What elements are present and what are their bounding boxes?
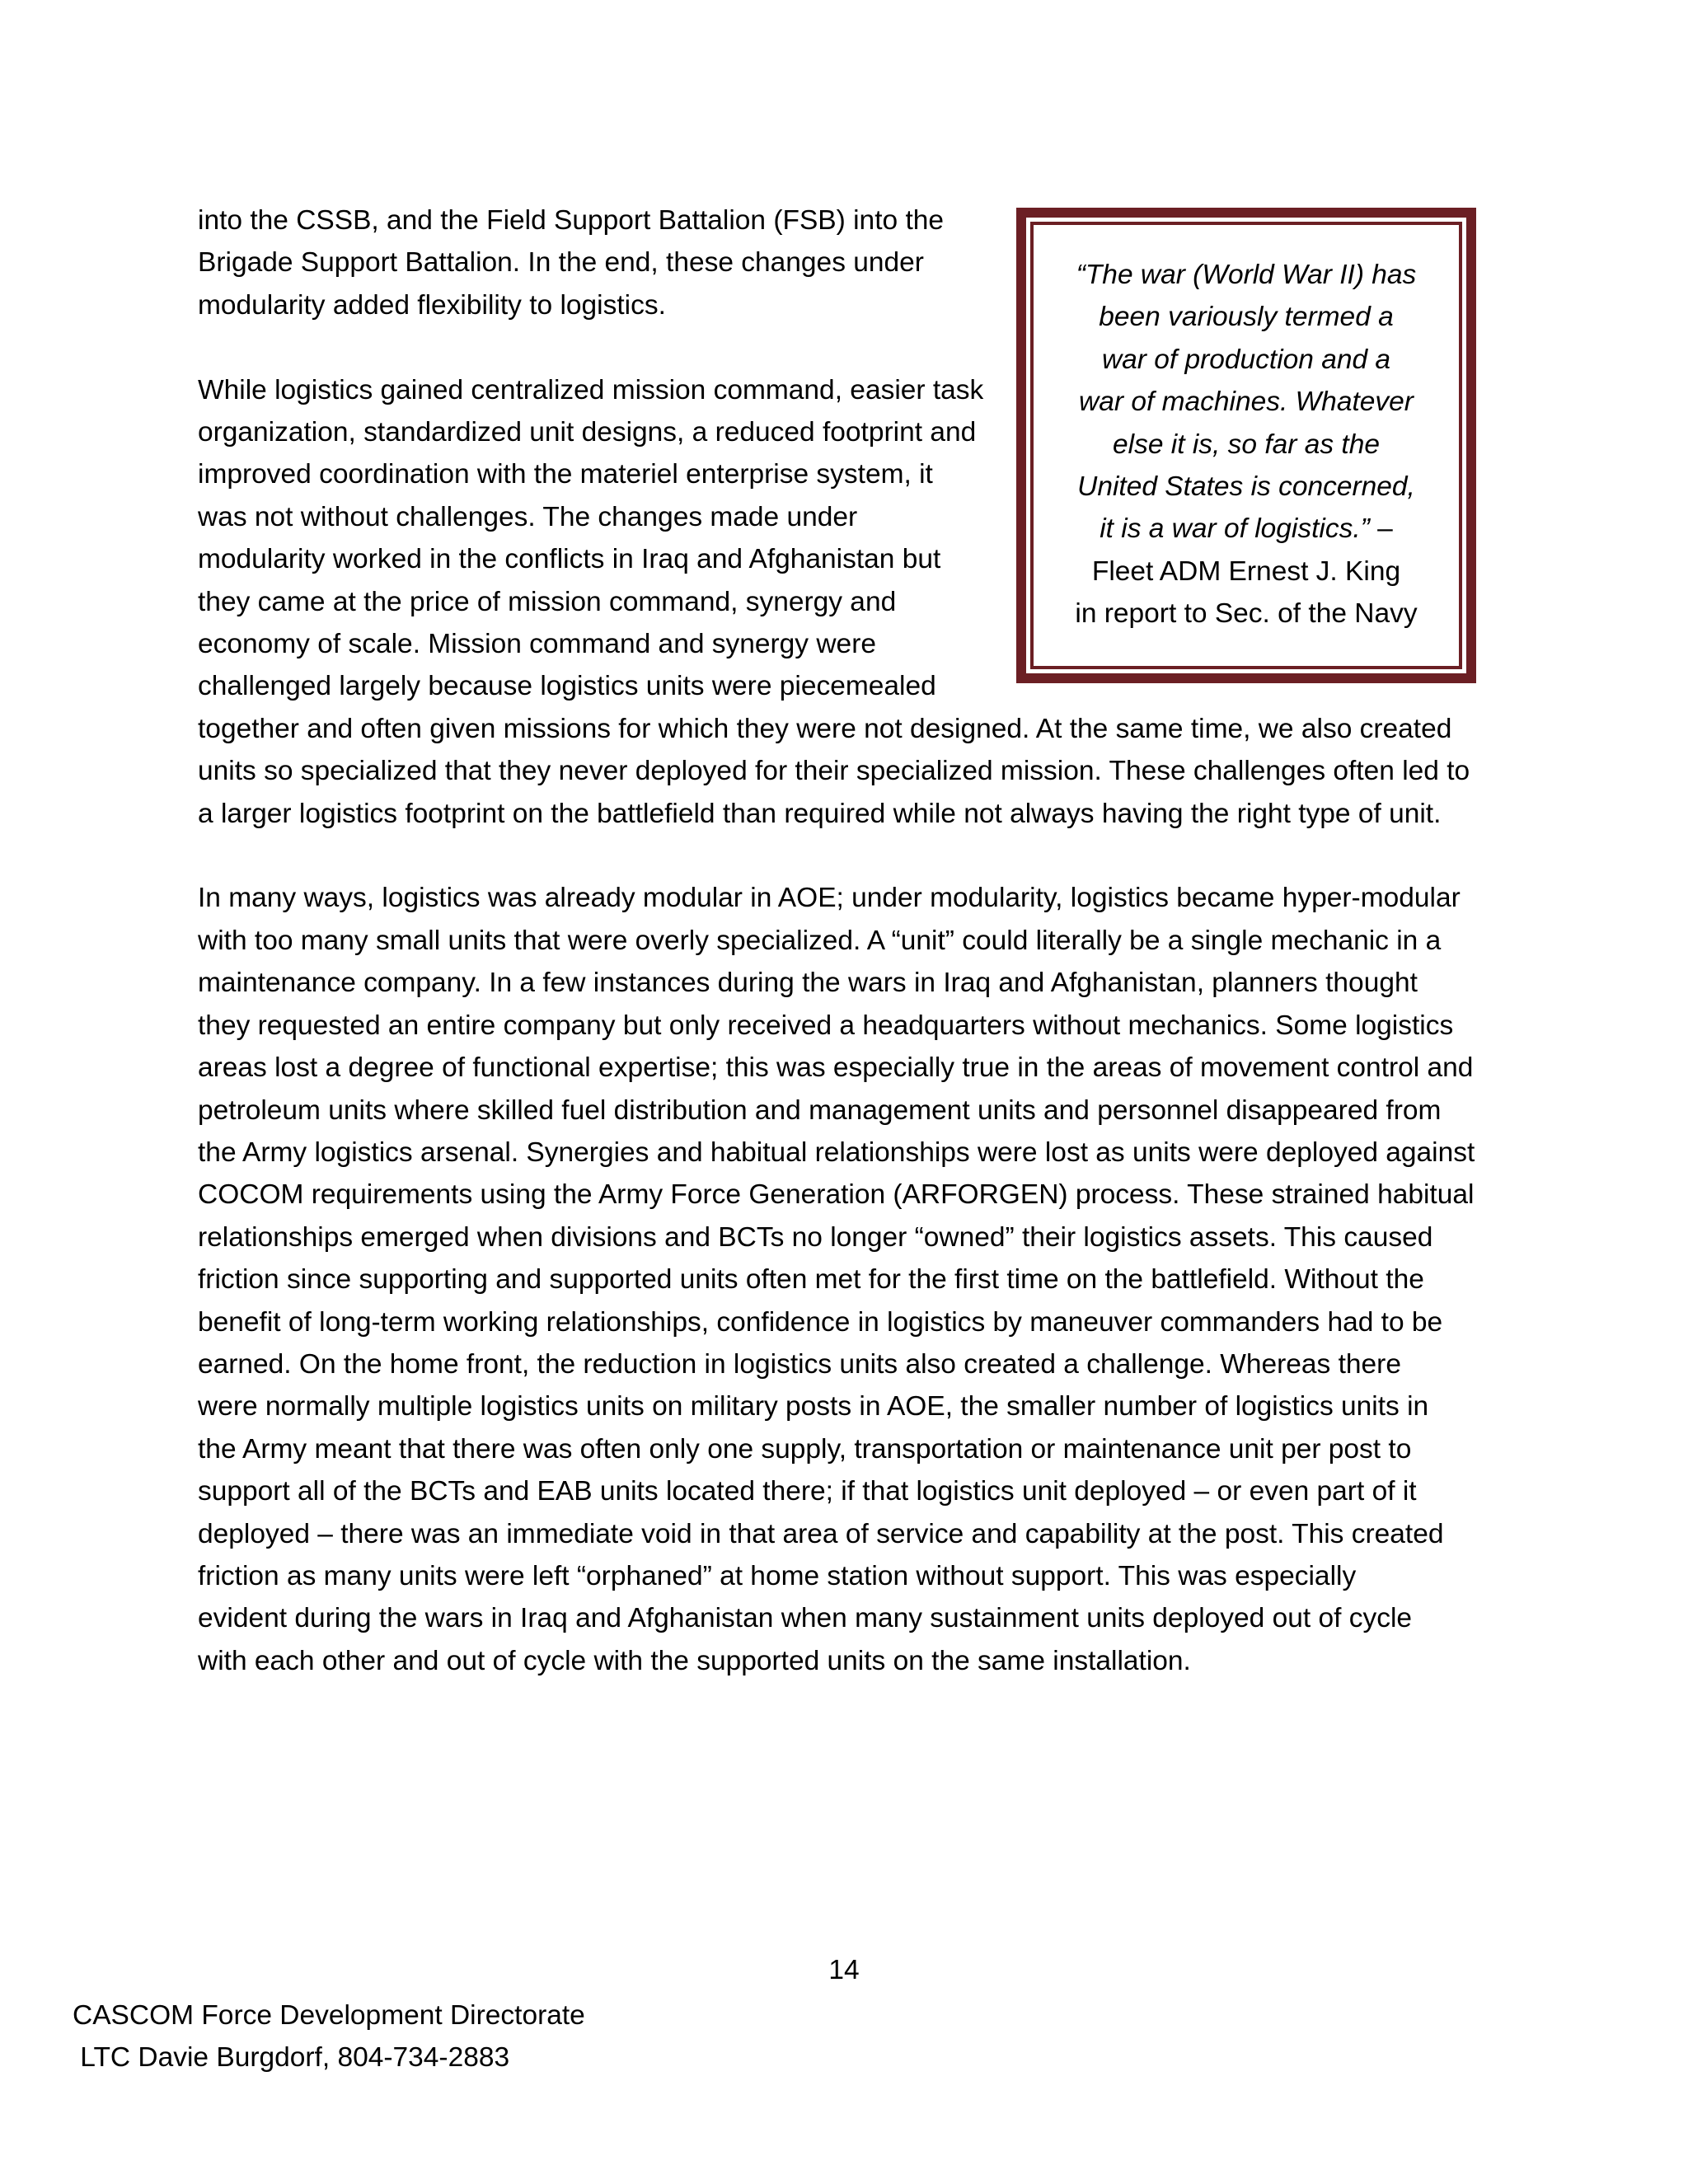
- body-line: with too many small units that were overly specialized. A “unit” could literally be a single mechanic in a: [198, 925, 1442, 956]
- body-line: evident during the wars in Iraq and Afghanistan when many sustainment units deployed out of cycle: [198, 1603, 1413, 1634]
- body-line: maintenance company. In a few instances during the wars in Iraq and Afghanistan, planners thought: [198, 968, 1418, 999]
- footer-organization: CASCOM Force Development Directorate: [73, 2000, 585, 2031]
- quote-attribution-name: Fleet ADM Ernest J. King: [1091, 555, 1401, 587]
- quote-content: [1038, 229, 1455, 662]
- body-line: was not without challenges. The changes made under: [198, 501, 858, 532]
- body-line: together and often given missions for which they were not designed. At the same time, we also created: [198, 713, 1452, 744]
- body-line: improved coordination with the materiel enterprise system, it: [198, 459, 933, 490]
- body-line: support all of the BCTs and EAB units located there; if that logistics unit deployed – or even part of it: [198, 1476, 1417, 1507]
- quote-box: [1016, 208, 1476, 683]
- body-line: were normally multiple logistics units on military posts in AOE, the smaller number of logistics units in: [198, 1391, 1429, 1422]
- body-line: relationships emerged when divisions and BCTs no longer “owned” their logistics assets. This caused: [198, 1221, 1433, 1253]
- body-line: modularity worked in the conflicts in Iraq and Afghanistan but: [198, 544, 941, 575]
- body-line: Brigade Support Battalion. In the end, these changes under: [198, 247, 924, 279]
- quote-last-line: [1100, 508, 1393, 550]
- body-line: a larger logistics footprint on the battlefield than required while not always having the right type of unit.: [198, 798, 1442, 829]
- body-line: they requested an entire company but only received a headquarters without mechanics. Some logistics: [198, 1010, 1454, 1041]
- footer: [73, 1994, 585, 2079]
- body-line: with each other and out of cycle with the supported units on the same installation.: [198, 1645, 1191, 1676]
- body-line: modularity added flexibility to logistics.: [198, 289, 666, 321]
- body-line: the Army meant that there was often only one supply, transportation or maintenance unit per post to: [198, 1433, 1412, 1465]
- quote-line: else it is, so far as the: [1113, 429, 1380, 460]
- quote-box-inner-border: [1030, 222, 1462, 669]
- page-number: 14: [828, 1955, 860, 1985]
- body-line: COCOM requirements using the Army Force Generation (ARFORGEN) process. These strained habitual: [198, 1179, 1475, 1211]
- quote-line: United States is concerned,: [1077, 471, 1415, 503]
- quote-line: “The war (World War II) has: [1076, 260, 1417, 290]
- body-line: organization, standardized unit designs, a reduced footprint and: [198, 417, 977, 448]
- quote-attribution-source: in report to Sec. of the Navy: [1075, 598, 1418, 630]
- quote-line: war of production and a: [1101, 344, 1391, 375]
- paragraph-gap: [198, 835, 1496, 877]
- body-line: earned. On the home front, the reduction in logistics units also created a challenge. Whereas there: [198, 1348, 1401, 1380]
- body-line: areas lost a degree of functional expertise; this was especially true in the areas of movement control and: [198, 1052, 1474, 1084]
- body-line: they came at the price of mission command, synergy and: [198, 586, 897, 617]
- body-line: benefit of long-term working relationships, confidence in logistics by maneuver commanders had to be: [198, 1306, 1443, 1338]
- body-line: into the CSSB, and the Field Support Battalion (FSB) into the: [198, 205, 945, 236]
- quote-box-gap: [1026, 218, 1466, 673]
- body-line: challenged largely because logistics units were piecemealed: [198, 671, 936, 702]
- body-line: In many ways, logistics was already modular in AOE; under modularity, logistics became hyper-modular: [198, 883, 1461, 914]
- body-line: the Army logistics arsenal. Synergies and habitual relationships were lost as units were deployed against: [198, 1137, 1475, 1168]
- body-line: friction as many units were left “orphaned” at home station without support. This was especially: [198, 1560, 1357, 1591]
- quote-line: war of machines. Whatever: [1079, 387, 1414, 418]
- body-line: economy of scale. Mission command and synergy were: [198, 629, 876, 660]
- body-line: petroleum units where skilled fuel distribution and management units and personnel disappeared from: [198, 1094, 1442, 1126]
- body-line: deployed – there was an immediate void in that area of service and capability at the post. This created: [198, 1518, 1444, 1549]
- quote-line: been variously termed a: [1099, 302, 1394, 333]
- body-line: units so specialized that they never deployed for their specialized mission. These challenges often led to: [198, 756, 1470, 787]
- body-line: While logistics gained centralized mission command, easier task: [198, 374, 984, 405]
- body-line: friction since supporting and supported units often met for the first time on the battlefield. Without the: [198, 1264, 1424, 1296]
- quote-dash: –: [1369, 513, 1393, 545]
- quote-line: it is a war of logistics.”: [1100, 513, 1370, 545]
- footer-contact: LTC Davie Burgdorf, 804-734-2883: [73, 2042, 510, 2073]
